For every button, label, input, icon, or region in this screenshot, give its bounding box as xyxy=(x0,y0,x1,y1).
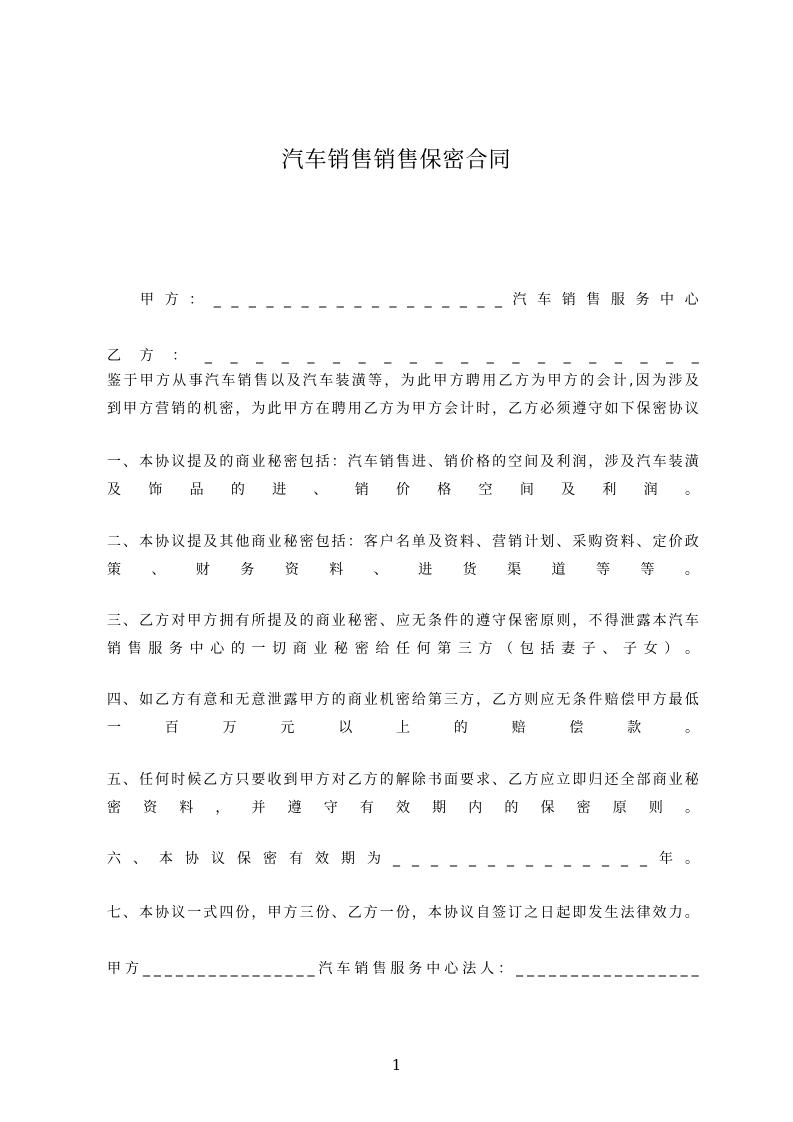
clause-5-line-1: 五 、 任 何 时 候 乙 方 只 要 收 到 甲 方 对 乙 方 的 解 除 书 面 要 求 、 乙 方 应 立 即 归 还 全 部 商 业 秘 xyxy=(107,772,699,788)
party-a-line: 甲 方 ： _ _ _ _ _ _ _ _ _ _ _ _ _ _ _ _ _ 汽 车 销 售 服 务 中 心 xyxy=(140,292,699,308)
clause-7-line: 七 、 本 协 议 一 式 四 份 ， 甲 方 三 份 、 乙 方 一 份 ， 本 协 议 自 签 订 之 日 起 即 发 生 法 律 效 力 。 xyxy=(107,905,699,921)
signature-line: 甲 方 _ _ _ _ _ _ _ _ _ _ _ _ _ _ _ _ 汽 车 销 售 服 务 中 心 法 人 ： _ _ _ _ _ _ _ _ _ _ _ _ _ _ _ _ _ xyxy=(107,961,699,977)
clause-3-line-1: 三 、 乙 方 对 甲 方 拥 有 所 提 及 的 商 业 秘 密 、 应 无 条 件 的 遵 守 保 密 原 则 ， 不 得 泄 露 本 汽 车 xyxy=(107,613,699,629)
clause-1-line-1: 一 、 本 协 议 提 及 的 商 业 秘 密 包 括 ： 汽 车 销 售 进 、 销 价 格 的 空 间 及 利 润 ， 涉 及 汽 车 装 潢 xyxy=(107,454,699,470)
intro-line-1: 鉴 于 甲 方 从 事 汽 车 销 售 以 及 汽 车 装 潢 等 ， 为 此 甲 方 聘 用 乙 方 为 甲 方 的 会 计 , 因 为 涉 及 xyxy=(107,373,699,389)
clause-5-line-2: 密 资 料 ， 并 遵 守 有 效 期 内 的 保 密 原 则 。 xyxy=(107,800,699,816)
clause-4-line-1: 四 、 如 乙 方 有 意 和 无 意 泄 露 甲 方 的 商 业 机 密 给 第 三 方 ， 乙 方 则 应 无 条 件 赔 偿 甲 方 最 低 xyxy=(107,692,699,708)
clause-2-line-1: 二 、 本 协 议 提 及 其 他 商 业 秘 密 包 括 ： 客 户 名 单 及 资 料 、 营 销 计 划 、 采 购 资 料 、 定 价 政 xyxy=(107,534,699,550)
intro-line-2: 到 甲 方 营 销 的 机 密 ， 为 此 甲 方 在 聘 用 乙 方 为 甲 方 会 计 时 ， 乙 方 必 须 遵 守 如 下 保 密 协 议 xyxy=(107,401,699,417)
clause-1-line-2: 及 饰 品 的 进 、 销 价 格 空 间 及 利 润 。 xyxy=(107,482,699,498)
clause-2-line-2: 策 、 财 务 资 料 、 进 货 渠 道 等 等 。 xyxy=(107,562,699,578)
party-b-line: 乙 方 ： _ _ _ _ _ _ _ _ _ _ _ _ _ _ _ _ _ _ _ _ xyxy=(107,348,699,364)
page-title: 汽车销售销售保密合同 xyxy=(281,148,512,173)
clause-3-line-2: 销 售 服 务 中 心 的 一 切 商 业 秘 密 给 任 何 第 三 方 （ 包 括 妻 子 、 子 女 ） 。 xyxy=(107,641,699,657)
clause-6-line: 六 、 本 协 议 保 密 有 效 期 为 _ _ _ _ _ _ _ _ _ _ _ _ _ _ 年 。 xyxy=(107,851,699,867)
page-number: 1 xyxy=(391,1056,402,1074)
clause-4-line-2: 一 百 万 元 以 上 的 赔 偿 款 。 xyxy=(107,720,699,736)
